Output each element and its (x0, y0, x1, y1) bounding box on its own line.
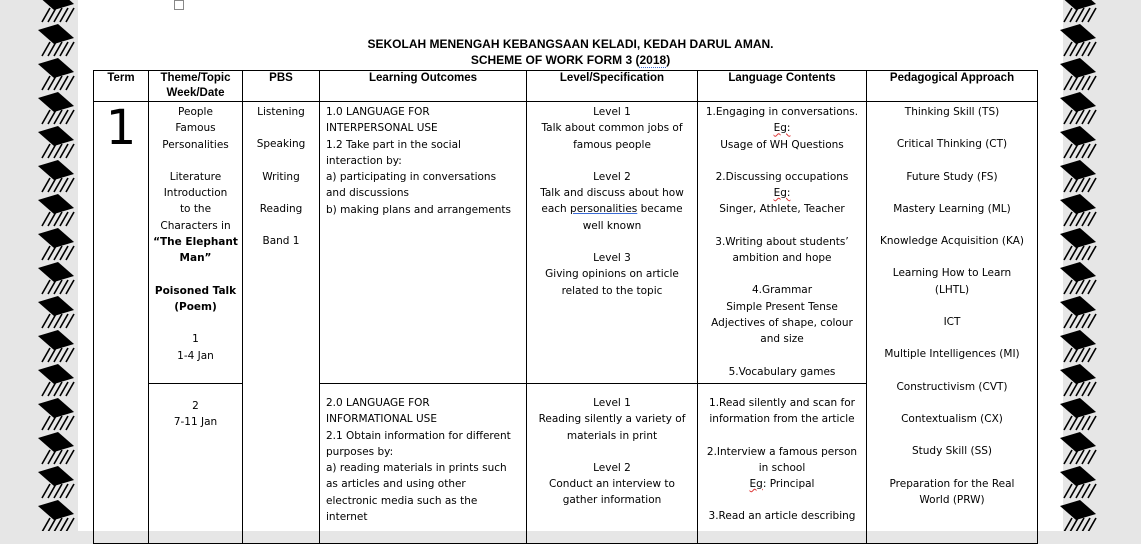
border-motif-striped (1064, 42, 1096, 56)
outcome-line: electronic media such as the (326, 494, 478, 507)
border-motif-striped (42, 518, 74, 531)
scheme-title-prefix: SCHEME OF WORK FORM 3 ( (470, 53, 640, 67)
language-item: 2.Discussing occupations (715, 170, 849, 183)
spacer (870, 217, 1034, 233)
spacer (870, 120, 1034, 136)
outcomes-cell-week2 (320, 384, 527, 544)
theme-cell-week2 (149, 384, 243, 544)
week-date: 7-11 Jan (173, 416, 218, 429)
border-motif-striped (42, 416, 74, 430)
col-pedagogy: Pedagogical Approach (867, 71, 1038, 102)
spacer (246, 120, 316, 136)
language-item: 1.Read silently and scan for (709, 397, 855, 409)
border-motif-solid (38, 24, 74, 44)
outcome-line: 2.1 Obtain information for different (326, 429, 511, 442)
spacer (870, 298, 1034, 314)
border-motif-striped (1064, 110, 1096, 124)
pbs-item: Listening (257, 106, 305, 118)
border-motif-striped (1064, 518, 1096, 531)
border-motif-striped (1064, 416, 1096, 430)
border-motif-striped (42, 8, 74, 22)
pedagogy-item: Preparation for the Real (889, 477, 1015, 490)
level-text-part: each (541, 203, 571, 216)
week-number: 1 (192, 333, 199, 346)
spacer (870, 363, 1034, 379)
border-motif-striped (42, 178, 74, 192)
border-motif-striped (1064, 314, 1096, 328)
pedagogy-item: Thinking Skill (TS) (904, 106, 1000, 118)
spacer (701, 492, 863, 508)
spacer (870, 330, 1034, 346)
scheme-of-work-table (93, 70, 1038, 544)
border-motif-striped (1064, 212, 1096, 226)
border-motif-striped (42, 280, 74, 294)
spacer (530, 234, 694, 250)
pedagogy-item: Knowledge Acquisition (KA) (880, 235, 1024, 248)
language-text: Singer, Athlete, Teacher (719, 203, 845, 216)
theme-line: to the (179, 203, 212, 216)
term-number: 1 (94, 102, 149, 544)
border-motif-solid (38, 92, 74, 112)
border-motif-solid (38, 364, 74, 384)
level-heading: Level 2 (593, 461, 631, 474)
pbs-item: Writing (262, 170, 300, 183)
border-motif-striped (1064, 382, 1096, 396)
outcome-line: internet (326, 511, 368, 524)
theme-bold-line: Man” (179, 252, 212, 265)
level-text: materials in print (566, 429, 658, 442)
pedagogy-item: Future Study (FS) (906, 170, 998, 183)
border-motif-striped (42, 484, 74, 498)
level-heading: Level 2 (593, 170, 631, 183)
border-motif-solid (1060, 432, 1096, 452)
pbs-item: Reading (259, 202, 303, 215)
spell-flag-word: Eg: (773, 187, 791, 200)
level-heading: Level 1 (593, 106, 631, 118)
outcome-line: 1.2 Take part in the social (326, 138, 461, 151)
outcomes-cell-week1 (320, 102, 527, 384)
spacer (870, 395, 1034, 411)
spacer (530, 444, 694, 460)
border-motif-striped (42, 110, 74, 124)
language-item: 5.Vocabulary games (728, 365, 836, 378)
pbs-cell (243, 102, 320, 544)
outcome-line: and discussions (326, 187, 409, 200)
level-text: Talk and discuss about how (540, 187, 684, 200)
theme-bold-line: “The Elephant (153, 236, 238, 249)
spacer (701, 428, 863, 444)
border-motif-solid (1060, 262, 1096, 282)
level-heading: Level 1 (593, 397, 631, 409)
header-row (94, 71, 1038, 102)
border-motif-solid (38, 58, 74, 78)
theme-line: Personalities (162, 138, 229, 151)
border-motif-solid (1060, 160, 1096, 180)
pedagogy-item: Contextualism (CX) (901, 412, 1003, 425)
level-heading: Level 3 (593, 252, 631, 265)
spacer (246, 185, 316, 201)
border-motif-striped (42, 212, 74, 226)
table-move-handle[interactable] (174, 0, 184, 10)
spacer (701, 348, 863, 364)
pedagogy-item: Multiple Intelligences (MI) (884, 348, 1020, 361)
outcome-line: a) reading materials in prints such (326, 462, 507, 475)
border-motif-striped (1064, 246, 1096, 260)
level-text: Talk about common jobs of (541, 122, 683, 135)
theme-bold-line: (Poem) (174, 300, 217, 313)
level-text: Conduct an interview to (549, 478, 675, 491)
document-page (78, 0, 1063, 531)
language-cell-week2 (698, 384, 867, 544)
spacer (701, 218, 863, 234)
pedagogy-item: World (PRW) (919, 493, 985, 506)
spacer (870, 460, 1034, 476)
border-motif-solid (1060, 92, 1096, 112)
language-text: ambition and hope (732, 252, 832, 265)
border-motif-solid (1060, 194, 1096, 214)
theme-cell-week1 (149, 102, 243, 384)
table-row (94, 102, 1038, 384)
spacer (870, 249, 1034, 265)
week-date: 1-4 Jan (177, 349, 214, 362)
border-motif-solid (1060, 466, 1096, 486)
border-motif-solid (1060, 58, 1096, 78)
level-text: Reading silently a variety of (538, 413, 686, 426)
language-item: 3.Writing about students’ (715, 235, 849, 248)
language-item: 1.Engaging in conversations. (705, 106, 859, 118)
left-page-border (36, 0, 76, 531)
language-text: and size (760, 333, 804, 346)
border-motif-solid (38, 432, 74, 452)
border-motif-solid (1060, 228, 1096, 248)
outcome-line: 2.0 LANGUAGE FOR (326, 397, 430, 409)
language-text: Simple Present Tense (726, 300, 838, 313)
border-motif-striped (1064, 76, 1096, 90)
language-text: information from the article (709, 413, 855, 426)
outcome-line: a) participating in conversations (326, 171, 497, 184)
border-motif-striped (1064, 144, 1096, 158)
border-motif-striped (1064, 280, 1096, 294)
pedagogy-item: ICT (943, 316, 961, 329)
spell-flag-word: Eg (749, 478, 763, 491)
border-motif-solid (1060, 500, 1096, 520)
border-motif-solid (38, 466, 74, 486)
border-motif-solid (38, 398, 74, 418)
border-motif-striped (1064, 484, 1096, 498)
border-motif-striped (1064, 178, 1096, 192)
border-motif-striped (42, 246, 74, 260)
language-item: 2.Interview a famous person (706, 445, 858, 458)
border-motif-striped (42, 348, 74, 362)
border-motif-solid (38, 228, 74, 248)
border-motif-solid (38, 330, 74, 350)
col-term: Term (94, 71, 149, 102)
grammar-flag-word: personalities (570, 203, 638, 216)
pedagogy-item: Learning How to Learn (892, 267, 1012, 280)
language-item: 4.Grammar (751, 284, 813, 297)
border-motif-solid (38, 126, 74, 146)
pedagogy-cell (867, 102, 1038, 544)
spacer (152, 315, 239, 331)
border-motif-solid (38, 160, 74, 180)
level-text: related to the topic (561, 284, 663, 297)
pedagogy-item: Study Skill (SS) (911, 445, 992, 458)
outcome-line: INFORMATIONAL USE (326, 413, 437, 426)
language-text: Adjectives of shape, colour (711, 316, 853, 329)
border-motif-solid (1060, 364, 1096, 384)
language-text: Usage of WH Questions (720, 138, 844, 151)
theme-line: Famous (175, 122, 216, 135)
spacer (246, 153, 316, 169)
border-motif-striped (42, 450, 74, 464)
border-motif-solid (38, 500, 74, 520)
border-motif-striped (42, 314, 74, 328)
theme-bold-line: Poisoned Talk (154, 284, 237, 297)
outcome-line: b) making plans and arrangements (326, 203, 512, 216)
spell-flag-word: Eg: (773, 122, 791, 135)
level-text: gather information (562, 494, 662, 507)
col-theme: Theme/Topic Week/Date (149, 71, 243, 102)
border-motif-solid (1060, 330, 1096, 350)
level-text (530, 201, 694, 217)
outcome-line: interaction by: (326, 154, 402, 167)
border-motif-striped (42, 76, 74, 90)
col-language: Language Contents (698, 71, 867, 102)
level-text: well known (582, 219, 642, 232)
border-motif-striped (42, 42, 74, 56)
border-motif-solid (1060, 296, 1096, 316)
pedagogy-item: Mastery Learning (ML) (893, 202, 1011, 215)
border-motif-solid (1060, 24, 1096, 44)
theme-line: People (178, 106, 213, 118)
border-motif-striped (1064, 348, 1096, 362)
border-motif-solid (38, 194, 74, 214)
scheme-title (78, 53, 1063, 67)
spacer (530, 153, 694, 169)
border-motif-striped (1064, 8, 1096, 22)
level-cell-week2 (527, 384, 698, 544)
right-page-border (1058, 0, 1098, 531)
border-motif-solid (1060, 398, 1096, 418)
col-level: Level/Specification (527, 71, 698, 102)
level-text: famous people (573, 138, 651, 151)
level-text: Giving opinions on article (545, 268, 679, 281)
week-number: 2 (192, 400, 199, 412)
school-title: SEKOLAH MENENGAH KEBANGSAAN KELADI, KEDAH DARUL AMAN. (367, 37, 774, 51)
spacer (152, 153, 239, 169)
level-text-part: became (637, 203, 683, 216)
spacer (152, 267, 239, 283)
spacer (701, 266, 863, 282)
border-motif-solid (38, 262, 74, 282)
col-pbs: PBS (243, 71, 320, 102)
spacer (870, 185, 1034, 201)
border-motif-striped (1064, 450, 1096, 464)
language-item: 3.Read an article describing (708, 510, 856, 523)
language-cell-week1 (698, 102, 867, 384)
pbs-item: Band 1 (262, 235, 300, 248)
pedagogy-item: Critical Thinking (CT) (896, 138, 1008, 151)
level-cell-week1 (527, 102, 698, 384)
theme-line: Characters in (160, 219, 231, 232)
border-motif-solid (38, 296, 74, 316)
spacer (870, 427, 1034, 443)
pedagogy-item: Constructivism (CVT) (896, 380, 1008, 393)
border-motif-striped (42, 144, 74, 158)
theme-line: Literature (169, 170, 222, 183)
language-text: in school (758, 461, 806, 474)
pedagogy-item: (LHTL) (934, 283, 970, 296)
language-text: : Principal (762, 478, 815, 491)
spacer (246, 217, 316, 233)
scheme-year: 2018 (639, 53, 667, 67)
border-motif-striped (42, 382, 74, 396)
outcome-line: as articles and using other (326, 478, 466, 491)
scheme-title-suffix: ) (666, 53, 671, 67)
pbs-item: Speaking (256, 138, 306, 151)
theme-line: Introduction (163, 187, 228, 200)
spacer (701, 153, 863, 169)
outcome-line: INTERPERSONAL USE (326, 122, 438, 135)
col-outcomes: Learning Outcomes (320, 71, 527, 102)
spacer (870, 153, 1034, 169)
outcome-line: 1.0 LANGUAGE FOR (326, 106, 430, 118)
border-motif-solid (1060, 126, 1096, 146)
outcome-line: purposes by: (326, 445, 394, 458)
